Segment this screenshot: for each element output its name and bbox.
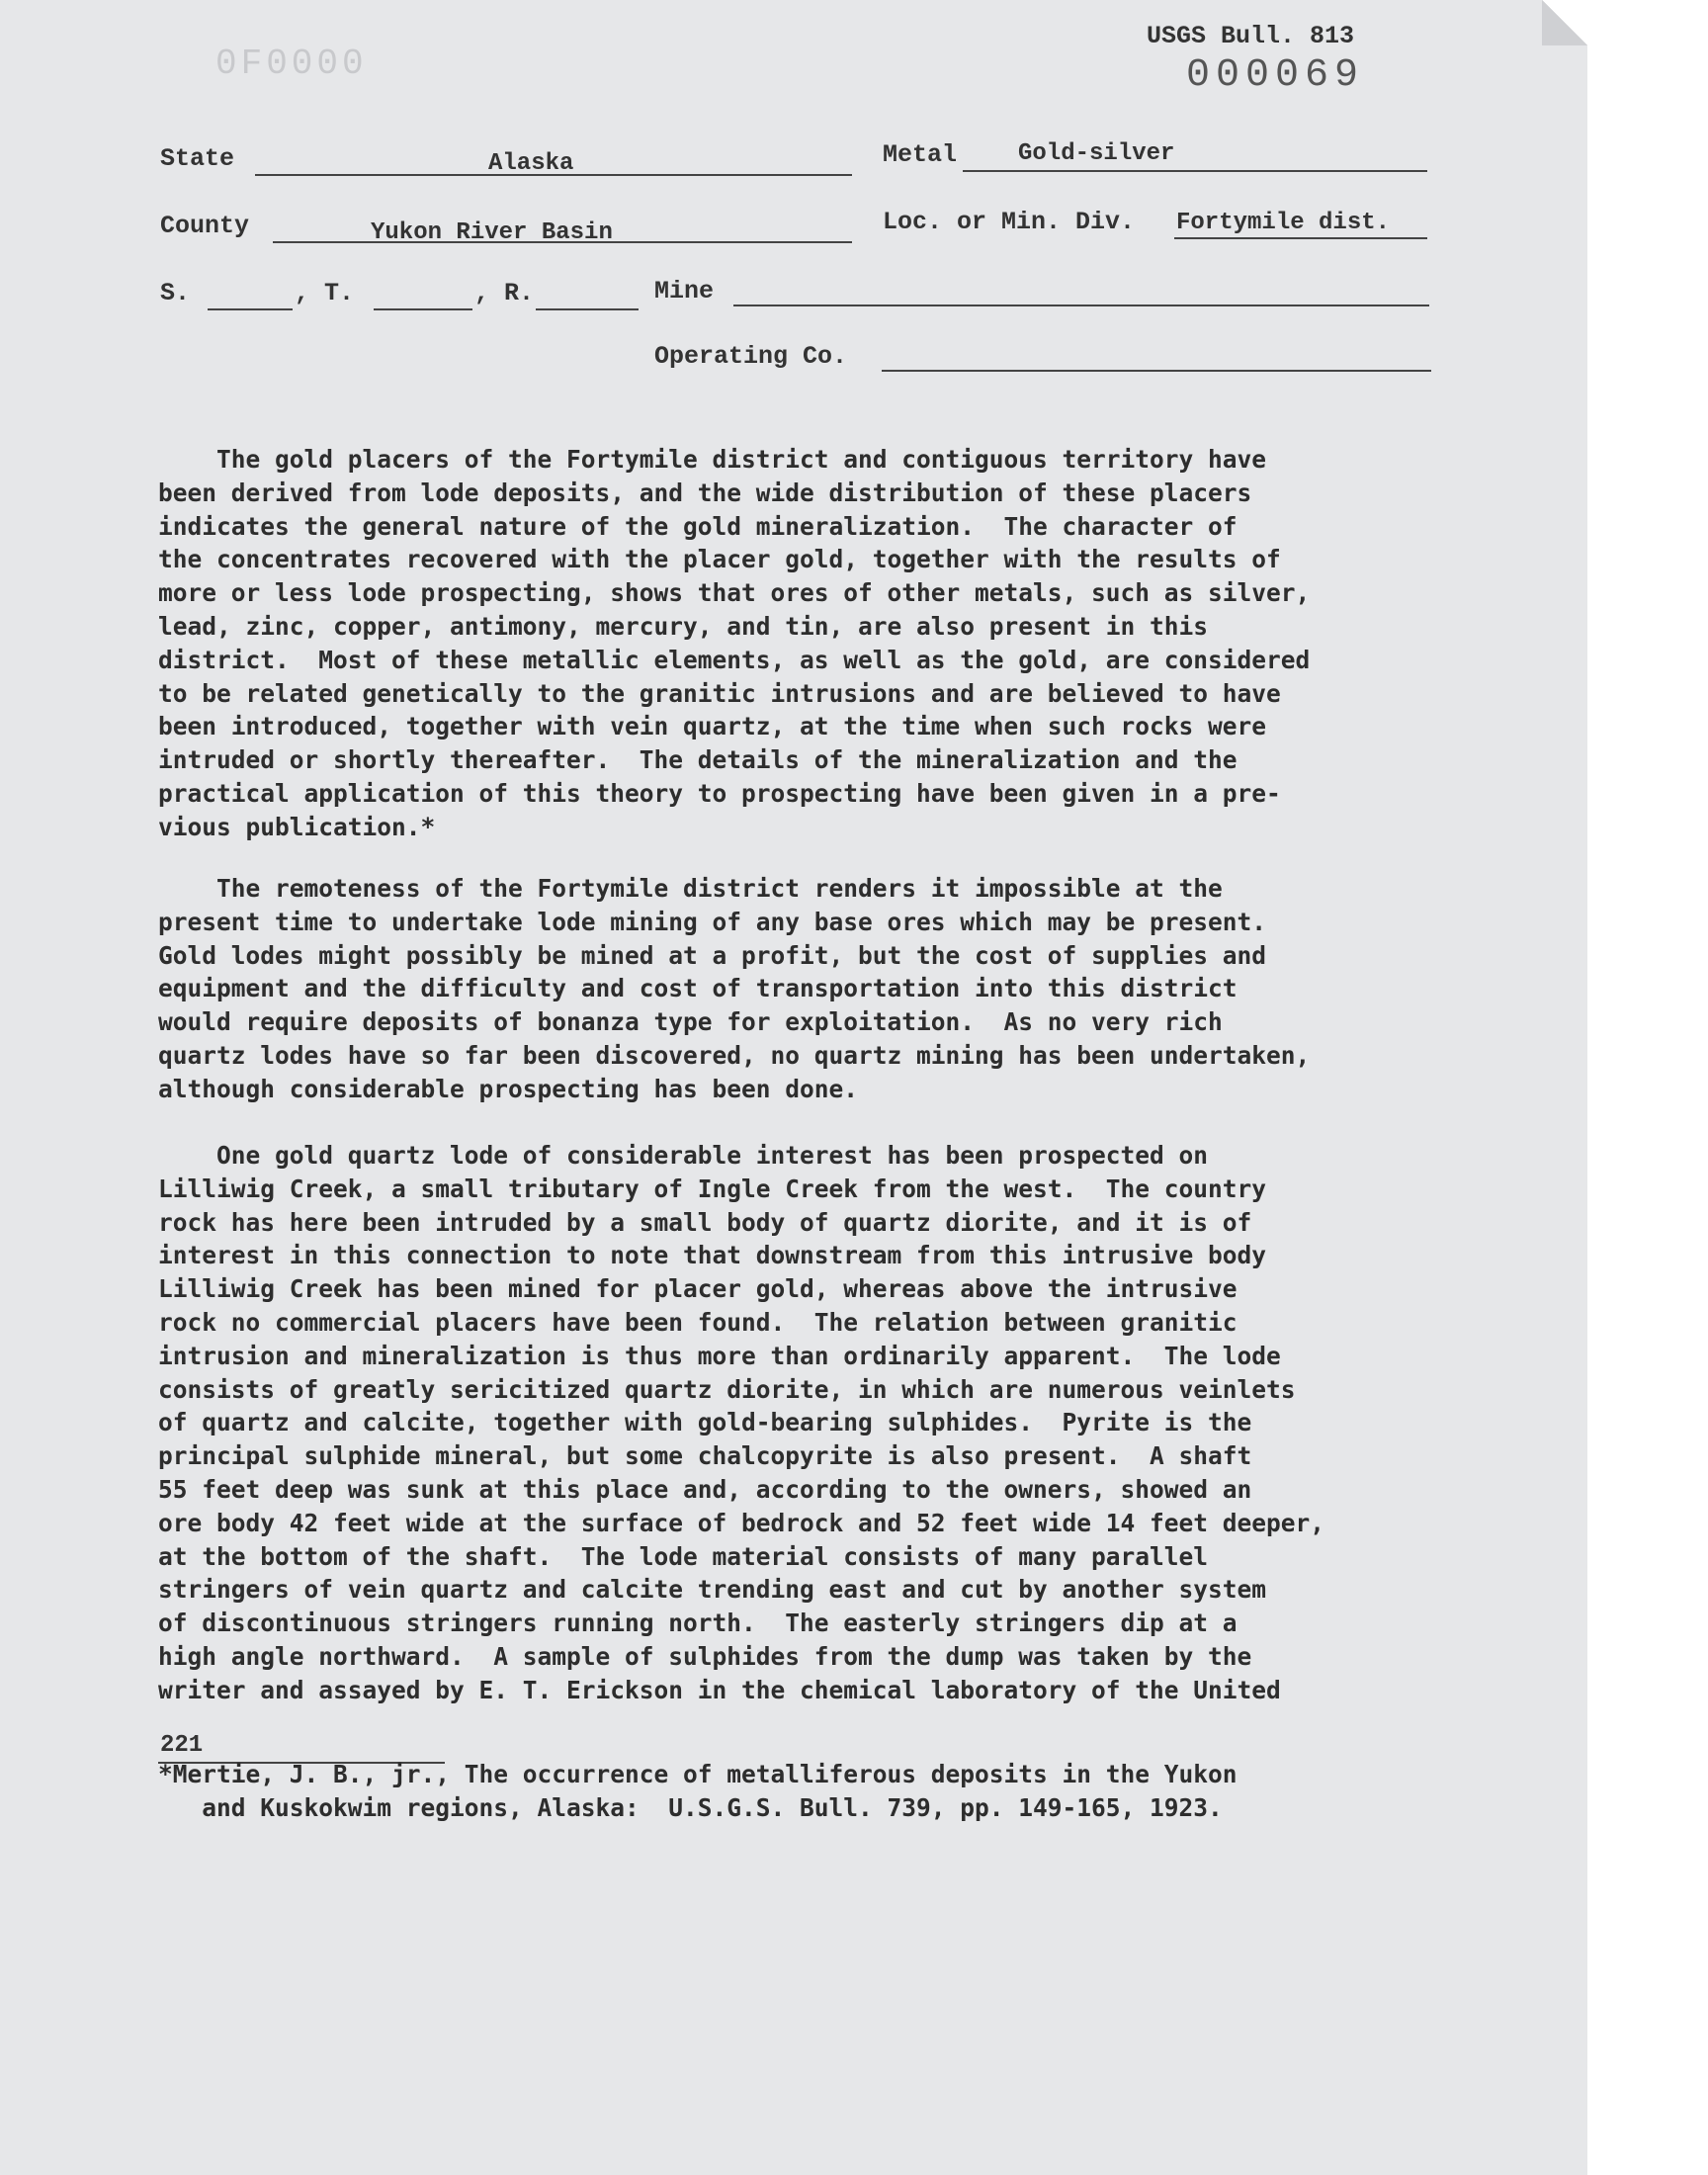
operating-co-underline xyxy=(882,370,1431,372)
county-value: Yukon River Basin xyxy=(371,219,613,246)
metal-underline xyxy=(963,170,1427,172)
paragraph-3: One gold quartz lode of considerable interest has been prospected on Lilliwig Creek, a small tributary of Ingle Creek from the west. The country rock has here been intruded by a small body of quartz diorite, and it is of interest in this connection to note that downstream from this intrusive body Lilliwig Creek has been mined for placer gold, whereas above the intrusive rock no commercial placers have been found. The relation between granitic intrusion and mineralization is thus more than ordinarily apparent. The lode consists of greatly sericitized quartz diorite, in which are numerous veinlets of quartz and calcite, together with gold-bearing sulphides. Pyrite is the principal sulphide mineral, but some chalcopyrite is also present. A shaft 55 feet deep was sunk at this place and, according to the owners, showed an ore body 42 feet wide at the surface of bedrock and 52 feet wide 14 feet deeper, at the bottom of the shaft. The lode material consists of many parallel stringers of vein quartz and calcite trending east and cut by another system of discontinuous stringers running north. The easterly stringers dip at a high angle northward. A sample of sulphides from the dump was taken by the writer and assayed by E. T. Erickson in the chemical laboratory of the United xyxy=(158,1141,1325,1704)
mine-underline xyxy=(733,304,1429,306)
range-underline xyxy=(536,308,639,310)
metal-value: Gold-silver xyxy=(1018,140,1175,167)
township-label: , T. xyxy=(295,279,355,307)
loc-label: Loc. or Min. Div. xyxy=(883,208,1136,236)
operating-co-label: Operating Co. xyxy=(654,342,848,371)
loc-value: Fortymile dist. xyxy=(1176,210,1391,236)
section-label: S. xyxy=(160,279,191,307)
mine-label: Mine xyxy=(654,277,715,305)
county-label: County xyxy=(160,212,250,240)
footnote-page-mark: 221 xyxy=(160,1732,204,1759)
paragraph-1: The gold placers of the Fortymile district and contiguous territory have been derived from lode deposits, and the wide distribution of these placers indicates the general nature of the gold mineralization. The character of the concentrates recovered with the placer gold, together with the results of more or less lode prospecting, shows that ores of other metals, such as silver, lead, zinc, copper, antimony, mercury, and tin, are also present in this district. Most of these metallic elements, as well as the gold, are considered to be related genetically to the granitic intrusions and are believed to have been introduced, together with vein quartz, at the time when such rocks were intruded or shortly thereafter. The details of the mineralization and the practical application of this theory to prospecting have been given in a pre- vious publication.* xyxy=(158,445,1311,841)
section-underline xyxy=(208,308,293,310)
paragraph-2: The remoteness of the Fortymile district renders it impossible at the present time to undertake lode mining of any base ores which may be present. Gold lodes might possibly be mined at a profit, but the cost of supplies and equipment and the difficulty and cost of transportation into this district would require deposits of bonanza type for exploitation. As no very rich quartz lodes have so far been discovered, no quartz mining has been undertaken, although considerable prospecting has been done. xyxy=(158,874,1311,1103)
state-label: State xyxy=(160,144,235,173)
metal-label: Metal xyxy=(883,140,958,169)
state-value: Alaska xyxy=(488,150,574,177)
faint-stamp-number: 0F0000 xyxy=(215,44,368,84)
loc-underline xyxy=(1174,237,1427,239)
page-stamp-number: 000069 xyxy=(1186,53,1365,98)
range-label: , R. xyxy=(474,279,535,307)
bulletin-reference: USGS Bull. 813 xyxy=(1147,22,1355,50)
township-underline xyxy=(374,308,472,310)
footnote-text: *Mertie, J. B., jr., The occurrence of metalliferous deposits in the Yukon and Kuskokwim regions, Alaska: U.S.G.S. Bull. 739, pp. 149-165, 1923. xyxy=(158,1760,1238,1822)
folded-corner xyxy=(1542,0,1587,45)
